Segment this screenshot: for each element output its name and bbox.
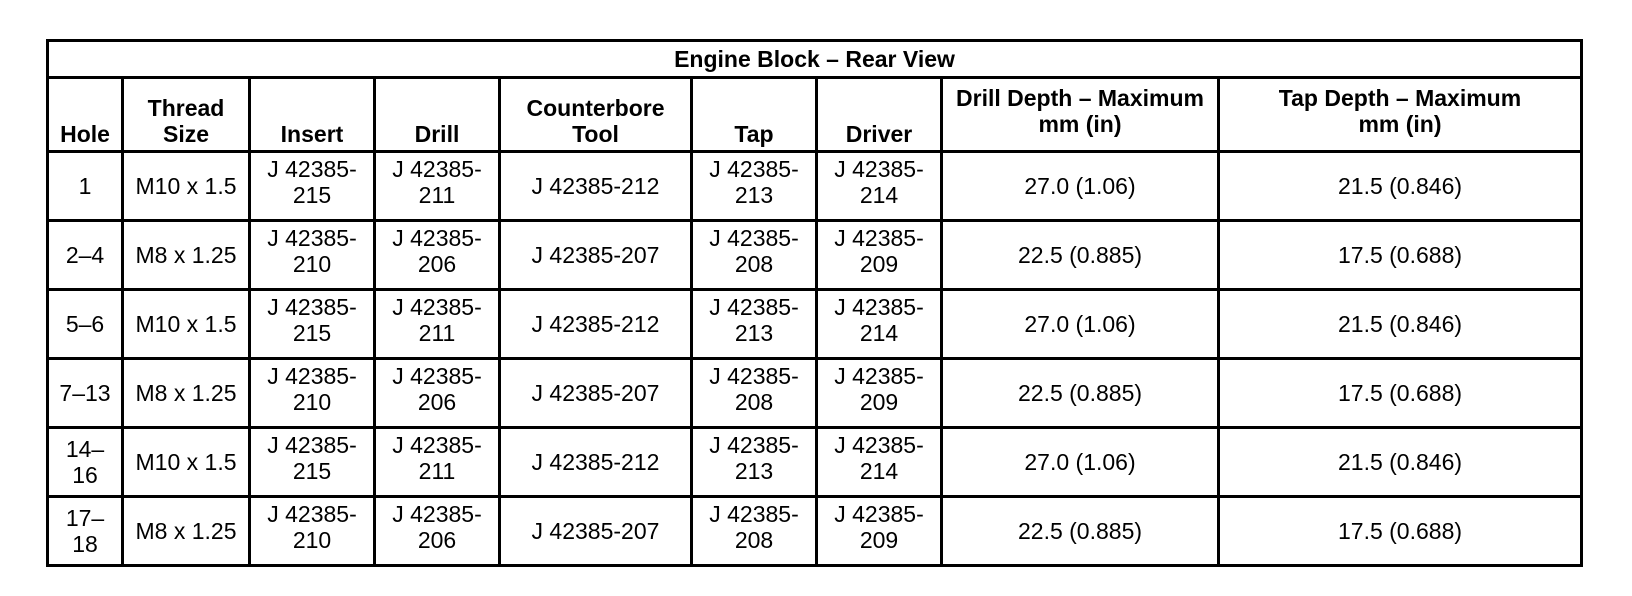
cell-drill: J 42385- 211	[375, 428, 500, 497]
cell-tap-depth: 21.5 (0.846)	[1219, 152, 1582, 221]
cell-thread-size: M10 x 1.5	[123, 290, 250, 359]
header-drill: Drill	[375, 78, 500, 152]
cell-tap-depth: 17.5 (0.688)	[1219, 359, 1582, 428]
cell-hole: 1	[48, 152, 123, 221]
cell-hole: 5–6	[48, 290, 123, 359]
cell-counterbore-tool: J 42385-207	[500, 359, 692, 428]
cell-drill-depth: 27.0 (1.06)	[942, 290, 1219, 359]
header-driver: Driver	[817, 78, 942, 152]
cell-insert: J 42385- 215	[250, 290, 375, 359]
cell-hole: 7–13	[48, 359, 123, 428]
cell-insert: J 42385- 210	[250, 359, 375, 428]
cell-tap-depth: 21.5 (0.846)	[1219, 290, 1582, 359]
header-thread-size: Thread Size	[123, 78, 250, 152]
cell-drill: J 42385- 206	[375, 221, 500, 290]
cell-thread-size: M8 x 1.25	[123, 497, 250, 566]
cell-tap-depth: 17.5 (0.688)	[1219, 497, 1582, 566]
table-row	[48, 290, 1582, 359]
cell-driver: J 42385- 209	[817, 221, 942, 290]
cell-counterbore-tool: J 42385-207	[500, 497, 692, 566]
header-insert: Insert	[250, 78, 375, 152]
cell-drill: J 42385- 206	[375, 359, 500, 428]
table-row	[48, 497, 1582, 566]
cell-driver: J 42385- 214	[817, 428, 942, 497]
table-row	[48, 428, 1582, 497]
cell-drill-depth: 22.5 (0.885)	[942, 221, 1219, 290]
header-hole: Hole	[48, 78, 123, 152]
cell-drill-depth: 27.0 (1.06)	[942, 152, 1219, 221]
cell-driver: J 42385- 214	[817, 152, 942, 221]
header-tap: Tap	[692, 78, 817, 152]
cell-tap: J 42385- 213	[692, 290, 817, 359]
cell-drill-depth: 22.5 (0.885)	[942, 359, 1219, 428]
cell-insert: J 42385- 210	[250, 497, 375, 566]
table-row	[48, 221, 1582, 290]
header-tap-depth: Tap Depth – Maximum mm (in)	[1219, 78, 1582, 152]
cell-counterbore-tool: J 42385-212	[500, 428, 692, 497]
cell-thread-size: M8 x 1.25	[123, 359, 250, 428]
cell-counterbore-tool: J 42385-212	[500, 290, 692, 359]
cell-drill: J 42385- 206	[375, 497, 500, 566]
cell-tap-depth: 17.5 (0.688)	[1219, 221, 1582, 290]
cell-tap: J 42385- 213	[692, 428, 817, 497]
table-header-row	[48, 78, 1582, 152]
header-drill-depth: Drill Depth – Maximum mm (in)	[942, 78, 1219, 152]
cell-driver: J 42385- 209	[817, 497, 942, 566]
cell-tap: J 42385- 208	[692, 497, 817, 566]
cell-tap: J 42385- 208	[692, 221, 817, 290]
cell-driver: J 42385- 209	[817, 359, 942, 428]
cell-insert: J 42385- 210	[250, 221, 375, 290]
cell-drill: J 42385- 211	[375, 290, 500, 359]
cell-thread-size: M10 x 1.5	[123, 152, 250, 221]
cell-counterbore-tool: J 42385-212	[500, 152, 692, 221]
cell-insert: J 42385- 215	[250, 428, 375, 497]
cell-driver: J 42385- 214	[817, 290, 942, 359]
table-title: Engine Block – Rear View	[48, 41, 1582, 78]
cell-insert: J 42385- 215	[250, 152, 375, 221]
cell-tap: J 42385- 213	[692, 152, 817, 221]
spec-table	[46, 39, 1583, 567]
cell-tap-depth: 21.5 (0.846)	[1219, 428, 1582, 497]
header-counterbore-tool: Counterbore Tool	[500, 78, 692, 152]
cell-drill: J 42385- 211	[375, 152, 500, 221]
cell-thread-size: M8 x 1.25	[123, 221, 250, 290]
cell-hole: 17– 18	[48, 497, 123, 566]
table-title-row	[48, 41, 1582, 78]
cell-drill-depth: 22.5 (0.885)	[942, 497, 1219, 566]
cell-drill-depth: 27.0 (1.06)	[942, 428, 1219, 497]
cell-hole: 2–4	[48, 221, 123, 290]
cell-hole: 14– 16	[48, 428, 123, 497]
cell-tap: J 42385- 208	[692, 359, 817, 428]
cell-counterbore-tool: J 42385-207	[500, 221, 692, 290]
table-row	[48, 152, 1582, 221]
cell-thread-size: M10 x 1.5	[123, 428, 250, 497]
table-row	[48, 359, 1582, 428]
